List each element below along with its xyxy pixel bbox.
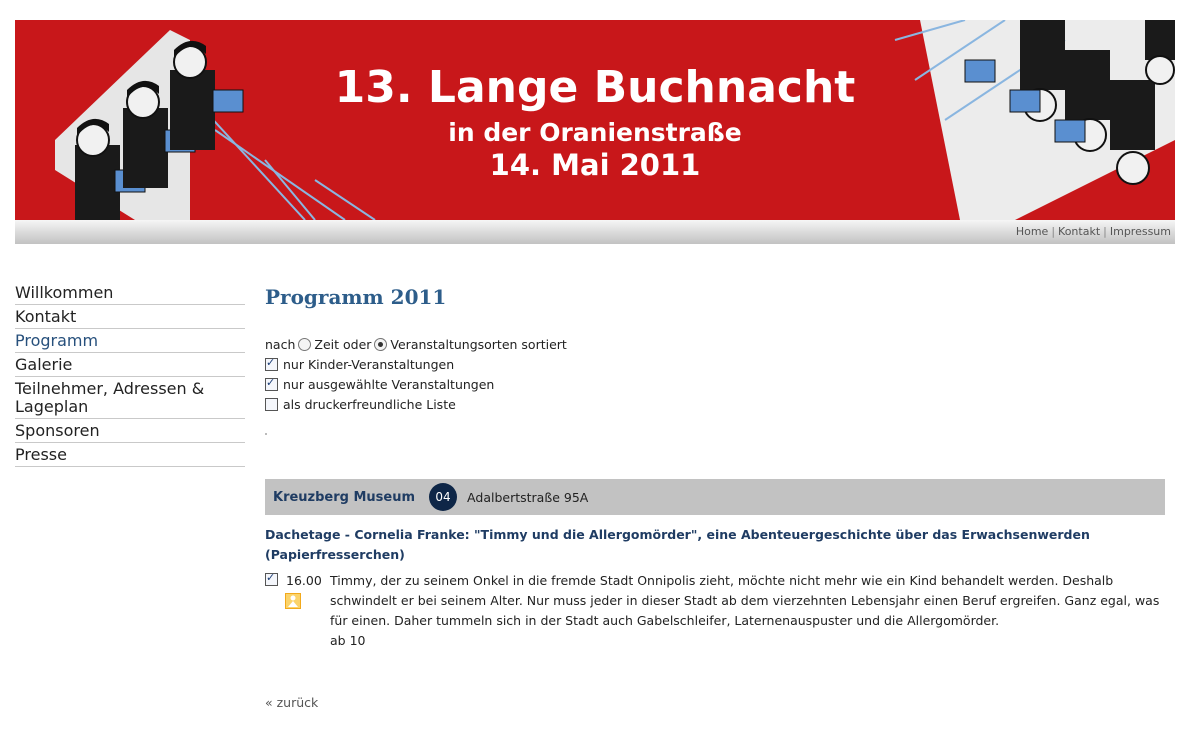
sort-time-radio[interactable] bbox=[298, 338, 311, 351]
filter-kids-label: nur Kinder-Veranstaltungen bbox=[283, 356, 455, 372]
filter-kids-row bbox=[265, 354, 567, 374]
banner-subtitle: in der Oranienstraße bbox=[448, 118, 742, 147]
event-age: ab 10 bbox=[330, 633, 366, 648]
filter-print-row bbox=[265, 394, 567, 414]
home-link[interactable]: Home bbox=[1015, 225, 1049, 238]
impressum-link[interactable]: Impressum bbox=[1109, 225, 1171, 238]
filter-print-label: als druckerfreundliche Liste bbox=[283, 396, 456, 412]
sort-venue-label: Veranstaltungsorten sortiert bbox=[390, 336, 567, 352]
venue-name[interactable]: Kreuzberg Museum bbox=[273, 489, 416, 505]
sidebar-nav bbox=[15, 281, 245, 467]
banner-title: 13. Lange Buchnacht bbox=[334, 62, 856, 113]
filter-selected-label: nur ausgewählte Veranstaltungen bbox=[283, 376, 495, 392]
main-content bbox=[265, 285, 1165, 710]
event-select-checkbox[interactable] bbox=[265, 573, 278, 586]
venue-header bbox=[265, 479, 1165, 515]
sidebar-item-galerie[interactable]: Galerie bbox=[15, 353, 245, 377]
kids-icon bbox=[285, 593, 301, 609]
sidebar-item-sponsoren[interactable]: Sponsoren bbox=[15, 419, 245, 443]
filter-selected-checkbox[interactable] bbox=[265, 378, 278, 391]
sort-time-label: Zeit oder bbox=[314, 336, 372, 352]
sort-venue-radio[interactable] bbox=[374, 338, 387, 351]
back-link[interactable]: « zurück bbox=[265, 695, 319, 710]
sidebar-item-willkommen[interactable]: Willkommen bbox=[15, 281, 245, 305]
venue-number-badge: 04 bbox=[429, 483, 457, 511]
sort-prefix: nach bbox=[265, 336, 296, 352]
filter-selected-row bbox=[265, 374, 567, 394]
top-links: Home | Kontakt | Impressum bbox=[1015, 225, 1171, 238]
filter-print-checkbox[interactable] bbox=[265, 398, 278, 411]
event-time: 16.00 bbox=[286, 573, 322, 588]
page-title: Programm 2011 bbox=[265, 285, 447, 309]
event-description bbox=[330, 571, 1160, 651]
top-bar bbox=[15, 220, 1175, 244]
header-banner bbox=[15, 20, 1175, 220]
banner-date: 14. Mai 2011 bbox=[489, 148, 701, 182]
event-title: Dachetage - Cornelia Franke: "Timmy und die Allergomörder", eine Abenteuergeschichte über das Erwachsenwerden (Papierfresserchen) bbox=[265, 527, 1090, 562]
sort-filter-options bbox=[265, 334, 567, 414]
filter-kids-checkbox[interactable] bbox=[265, 358, 278, 371]
sidebar-item-teilnehmer[interactable]: Teilnehmer, Adressen & Lageplan bbox=[15, 377, 245, 419]
spacer-dot bbox=[265, 433, 267, 435]
sidebar-item-kontakt[interactable]: Kontakt bbox=[15, 305, 245, 329]
sort-row bbox=[265, 334, 567, 354]
venue-address: Adalbertstraße 95A bbox=[467, 489, 589, 505]
sidebar-item-presse[interactable]: Presse bbox=[15, 443, 245, 467]
sidebar-item-programm[interactable]: Programm bbox=[15, 329, 245, 353]
event-description-text: Timmy, der zu seinem Onkel in die fremde Stadt Onnipolis zieht, möchte nicht mehr wie ein Kind behandelt werden. Deshalb schwindelt er bei seinem Alter. Nur muss jeder in dieser Stadt ab dem vierzehnten Lebensjahr einen Beruf ergreifen. Ganz egal, was für einen. Daher tummeln sich in der Stadt auch Gabelschleifer, Laternenauspuster und die Allergomörder. bbox=[330, 573, 1160, 628]
kontakt-link[interactable]: Kontakt bbox=[1058, 225, 1101, 238]
